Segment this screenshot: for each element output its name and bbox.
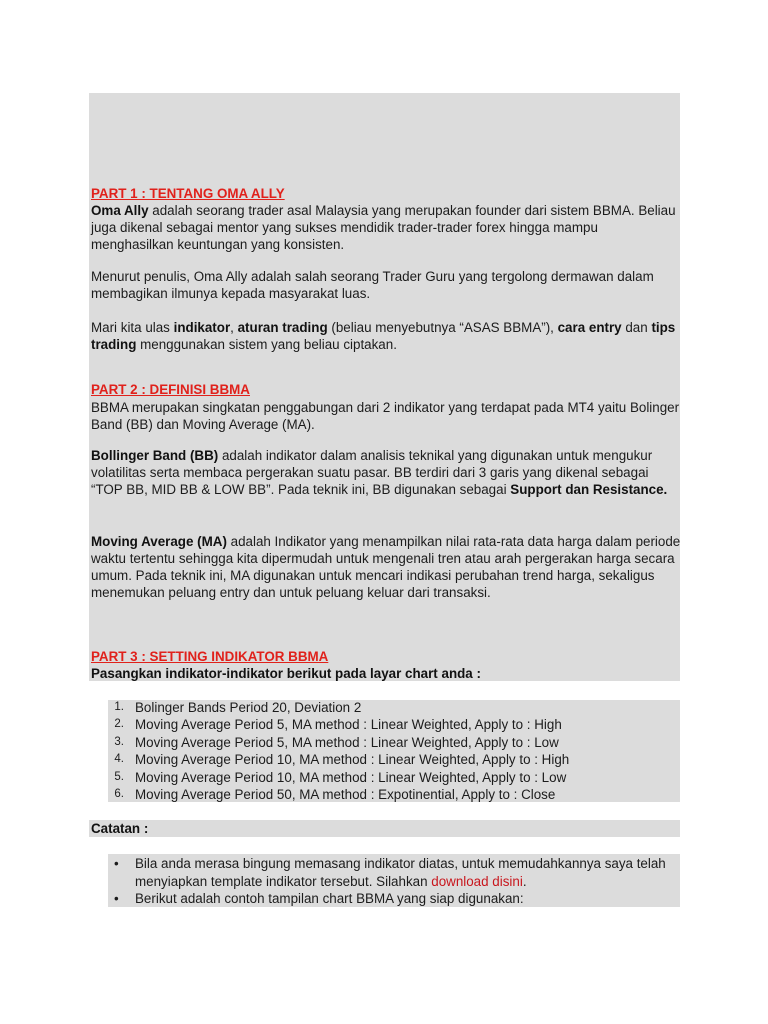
part2-paragraph-2: Bollinger Band (BB) adalah indikator dalam analisis teknikal yang digunakan untuk mengukur volatilitas serta membaca pergerakan suatu pasar. BB terdiri dari 3 garis yang dikenal sebagai “TOP BB, MID BB & LOW BB”. Pada teknik ini, BB digunakan sebagai Support dan Resistance. (91, 448, 668, 497)
list-item: 1. Bolinger Bands Period 20, Deviation 2 (114, 700, 362, 715)
part1-paragraph-1: Oma Ally adalah seorang trader asal Malaysia yang merupakan founder dari sistem BBMA. Beliau juga dikenal sebagai mentor yang sukses mendidik trader-trader forex hingga mampu menghasilkan keuntungan yang konsisten. (91, 203, 676, 252)
download-link[interactable]: download disini (431, 873, 523, 889)
indicator-settings-list (110, 699, 680, 803)
part3-heading: PART 3 : SETTING INDIKATOR BBMA (91, 649, 329, 664)
list-item: 6. Moving Average Period 50, MA method : Expotinential, Apply to : Close (114, 786, 556, 802)
part2-heading: PART 2 : DEFINISI BBMA (91, 382, 250, 397)
notes-list (110, 855, 680, 908)
oma-ally-bold: Oma Ally (91, 203, 149, 218)
part1-heading: PART 1 : TENTANG OMA ALLY (91, 186, 285, 201)
bullet-icon: • (114, 891, 119, 906)
list-item: 4. Moving Average Period 10, MA method : Linear Weighted, Apply to : High (114, 752, 570, 768)
list-item: • Berikut adalah contoh tampilan chart BBMA yang siap digunakan: (114, 891, 524, 906)
part2-paragraph-3: Moving Average (MA) adalah Indikator yang menampilkan nilai rata-rata data harga dalam periode waktu tertentu sehingga kita dipermudah untuk mengenali tren atau arah pergerakan harga secara umum. Pada teknik ini, MA digunakan untuk mencari indikasi perubahan trend harga, sekaligus menemukan peluang entry dan untuk peluang keluar dari transaksi. (91, 534, 681, 600)
part1-paragraph-2: Menurut penulis, Oma Ally adalah salah seorang Trader Guru yang tergolong dermawan dalam membagikan ilmunya kepada masyarakat luas. (91, 269, 654, 301)
part2-paragraph-1: BBMA merupakan singkatan penggabungan dari 2 indikator yang terdapat pada MT4 yaitu Bolinger Band (BB) dan Moving Average (MA). (91, 400, 680, 432)
list-item: 3. Moving Average Period 5, MA method : Linear Weighted, Apply to : Low (114, 734, 559, 750)
part1-paragraph-3: Mari kita ulas indikator, aturan trading (beliau menyebutnya “ASAS BBMA”), cara entry dan tips trading menggunakan sistem yang beliau ciptakan. (91, 320, 676, 352)
part3-subheading: Pasangkan indikator-indikator berikut pada layar chart anda : (91, 666, 481, 681)
catatan-label: Catatan : (91, 821, 149, 836)
list-item: • Bila anda merasa bingung memasang indikator diatas, untuk memudahkannya saya telah menyiapkan template indikator tersebut. Silahkan download disini. (114, 856, 666, 889)
list-item: 2. Moving Average Period 5, MA method : Linear Weighted, Apply to : High (114, 717, 562, 733)
list-item: 5. Moving Average Period 10, MA method : Linear Weighted, Apply to : Low (114, 769, 567, 785)
bullet-icon: • (114, 856, 119, 871)
